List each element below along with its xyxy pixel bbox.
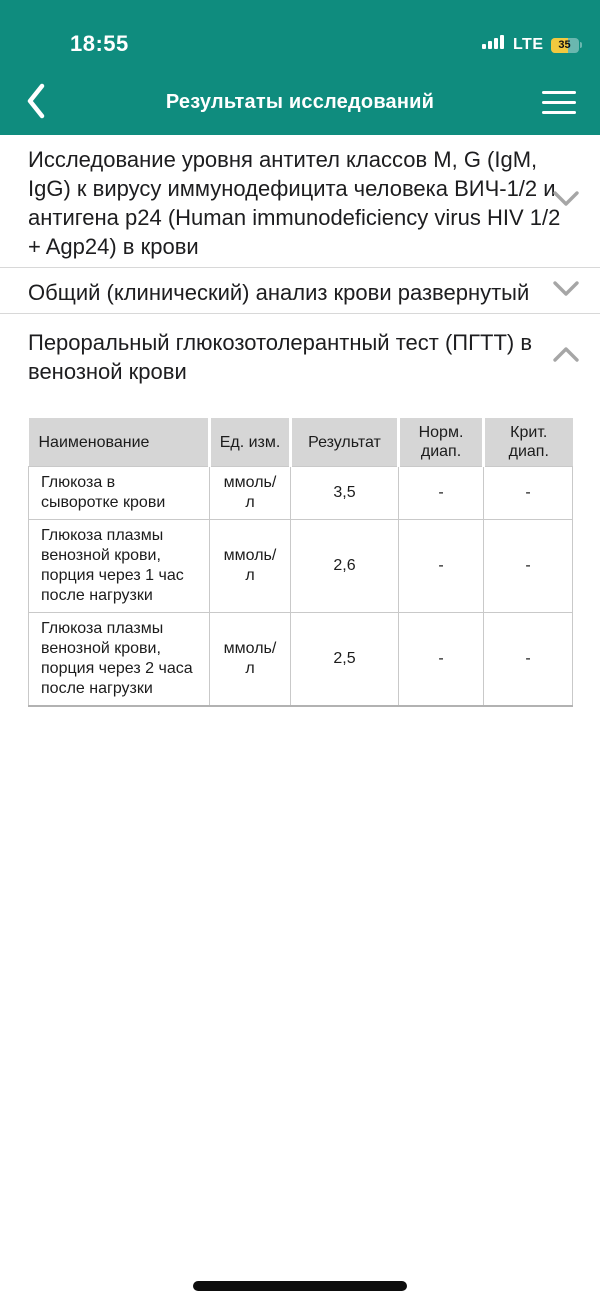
status-bar — [0, 0, 600, 64]
cell-unit: ммоль/л — [210, 520, 291, 613]
status-indicators — [482, 35, 582, 55]
cell-name: Глюкоза плазмы венозной крови, порция через 1 час после нагрузки — [29, 520, 210, 613]
app-bar — [0, 0, 600, 135]
col-header-unit: Ед. изм. — [210, 418, 291, 467]
accordion-item-cbc[interactable] — [0, 268, 600, 313]
home-indicator[interactable] — [193, 1281, 407, 1291]
col-header-result: Результат — [291, 418, 399, 467]
accordion-item-title: Исследование уровня антител классов M, G (IgM, IgG) к вирусу иммунодефицита человека ВИЧ-1/2 и антигена p24 (Human immunodeficiency virus HIV 1/2 + Agp24) в крови — [28, 147, 561, 259]
col-header-name: Наименование — [29, 418, 210, 467]
cell-unit: ммоль/л — [210, 467, 291, 520]
cell-norm: - — [399, 613, 484, 707]
accordion-item-header[interactable] — [0, 328, 600, 386]
chevron-down-icon — [552, 190, 580, 212]
cell-norm: - — [399, 467, 484, 520]
cell-norm: - — [399, 520, 484, 613]
table-row — [29, 520, 573, 613]
table-row — [29, 467, 573, 520]
chevron-up-icon — [552, 346, 580, 368]
cell-crit: - — [484, 613, 573, 707]
col-header-norm-range: Норм. диап. — [399, 418, 484, 467]
status-time: 18:55 — [70, 31, 129, 56]
battery-tip — [580, 42, 583, 48]
results-list — [0, 135, 600, 707]
nav-bar — [0, 64, 600, 135]
accordion-item-title: Общий (клинический) анализ крови развернутый — [28, 280, 530, 305]
table-row — [29, 613, 573, 707]
cell-name: Глюкоза в сыворотке крови — [29, 467, 210, 520]
col-header-crit-range: Крит. диап. — [484, 418, 573, 467]
chevron-left-icon — [24, 83, 48, 122]
page-title: Результаты исследований — [165, 91, 435, 113]
accordion-item-ogtt — [0, 314, 600, 707]
accordion-item-hiv-test[interactable] — [0, 135, 600, 267]
cell-result: 3,5 — [291, 467, 399, 520]
chevron-down-icon — [552, 280, 580, 302]
back-button[interactable] — [24, 83, 58, 122]
accordion-item-title: Пероральный глюкозотолерантный тест (ПГТТ) в венозной крови — [28, 330, 533, 384]
battery-percent: 35 — [558, 38, 571, 51]
cell-unit: ммоль/л — [210, 613, 291, 707]
cell-crit: - — [484, 520, 573, 613]
signal-strength-icon — [482, 35, 506, 55]
menu-button[interactable] — [542, 91, 576, 114]
cell-name: Глюкоза плазмы венозной крови, порция через 2 часа после нагрузки — [29, 613, 210, 707]
cell-result: 2,5 — [291, 613, 399, 707]
hamburger-icon — [542, 91, 576, 94]
cell-crit: - — [484, 467, 573, 520]
table-header-row — [29, 418, 573, 467]
results-table — [28, 418, 573, 707]
cell-result: 2,6 — [291, 520, 399, 613]
network-type-label: LTE — [512, 36, 544, 53]
battery-icon — [551, 38, 583, 53]
